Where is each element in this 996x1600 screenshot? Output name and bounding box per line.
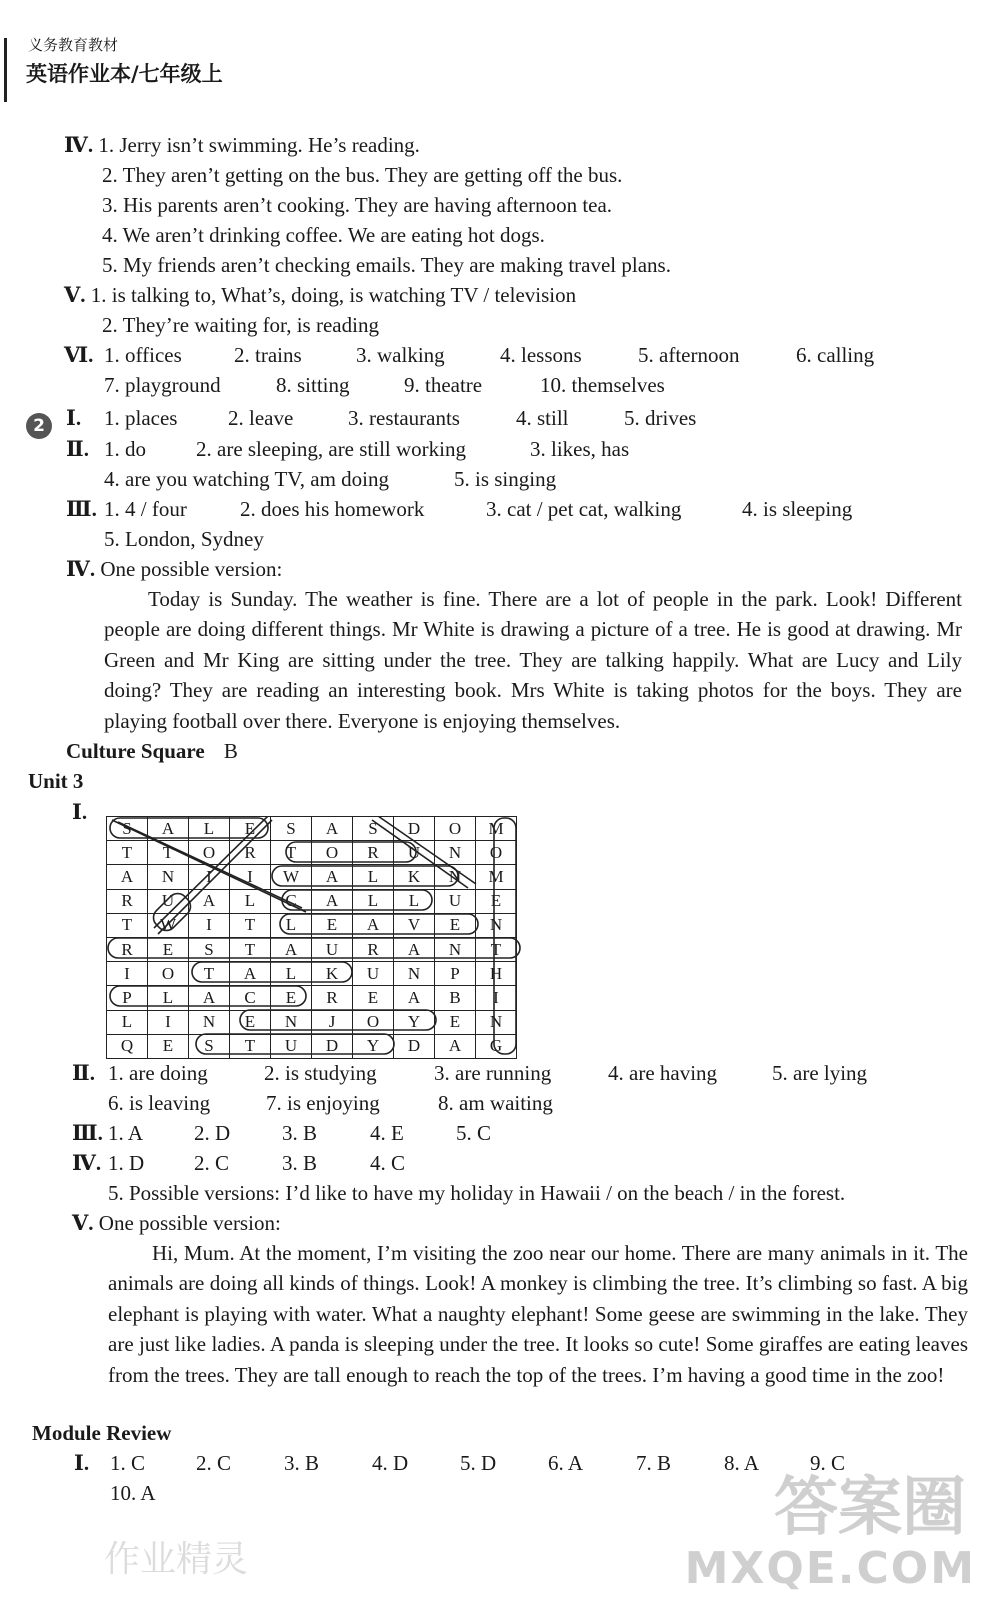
grid-cell: U: [353, 962, 394, 986]
answer-item: 5. drives: [624, 406, 697, 430]
answer-text: 1. is talking to, What’s, doing, is watching TV / television: [90, 283, 577, 307]
answer-item: 3. restaurants: [348, 406, 460, 430]
section-label: Ⅳ.: [66, 557, 96, 581]
grid-cell: E: [312, 913, 353, 937]
grid-cell: L: [189, 817, 230, 841]
grid-cell: N: [476, 1010, 517, 1034]
section-label: Ⅱ.: [72, 1061, 95, 1085]
answer-item: 3. B: [282, 1121, 318, 1145]
grid-cell: R: [353, 841, 394, 865]
grid-cell: L: [271, 913, 312, 937]
grid-cell: E: [353, 986, 394, 1010]
grid-cell: A: [271, 937, 312, 961]
answer-item: 6. is leaving: [108, 1091, 211, 1115]
grid-cell: O: [189, 841, 230, 865]
grid-cell: O: [353, 1010, 394, 1034]
answer-item: 3. cat / pet cat, walking: [486, 497, 682, 521]
word-circle-restaurant: [108, 938, 520, 958]
answer-item: 9. C: [810, 1451, 846, 1475]
grid-cell: O: [476, 841, 517, 865]
grid-cell: O: [148, 962, 189, 986]
watermark-url: MXQE.COM: [684, 1543, 976, 1594]
section-label: Ⅴ.: [72, 1211, 94, 1235]
answer-item: 2. are sleeping, are still working: [196, 437, 467, 461]
answer-item: 1. D: [108, 1151, 145, 1175]
grid-cell: L: [394, 889, 435, 913]
answer-item: 4. are having: [608, 1061, 718, 1085]
answer-line: 5. Possible versions: I’d like to have my holiday in Hawaii / on the beach / in the forest.: [108, 1181, 846, 1205]
answer-item: 8. sitting: [276, 373, 350, 397]
grid-cell: I: [107, 962, 148, 986]
answer-line: [64, 130, 420, 160]
grid-cell: U: [271, 1034, 312, 1058]
unit-title: Unit 3: [28, 769, 84, 793]
grid-cell: M: [476, 817, 517, 841]
grid-cell: H: [476, 962, 517, 986]
grid-cell: L: [148, 986, 189, 1010]
grid-cell: E: [435, 1010, 476, 1034]
grid-cell: T: [107, 841, 148, 865]
model-composition: Today is Sunday. The weather is fine. There are a lot of people in the park. Look! Different people are doing different things. Mr White is drawing a picture of a tree. He is good at drawing. Mr Green and Mr King are sitting under the tree. They are talking happily. What are Lucy and Lily doing? They are reading an interesting book. Mrs White is taking photos for the boys. They are playing football over there. Everyone is enjoying themselves.: [104, 587, 962, 733]
grid-cell: C: [271, 889, 312, 913]
grid-cell: U: [148, 889, 189, 913]
word-circle-talk: [192, 962, 352, 982]
grid-cell: L: [271, 962, 312, 986]
answer-item: 2. C: [194, 1151, 230, 1175]
word-circle-sales: [110, 818, 268, 838]
version-intro: One possible version:: [100, 557, 283, 581]
section-label: Ⅰ.: [74, 1451, 90, 1475]
grid-cell: N: [189, 1010, 230, 1034]
grid-cell: T: [271, 841, 312, 865]
word-circle-run: [286, 842, 416, 862]
section-label: Ⅳ.: [72, 1151, 102, 1175]
grid-cell: E: [435, 913, 476, 937]
grid-cell: I: [476, 986, 517, 1010]
answer-item: 4. is sleeping: [742, 497, 853, 521]
grid-cell: M: [476, 865, 517, 889]
grid-cell: S: [189, 937, 230, 961]
grid-cell: U: [394, 841, 435, 865]
answer-line: [64, 280, 576, 310]
culture-square-line: [66, 736, 238, 766]
grid-cell: A: [189, 986, 230, 1010]
grid-cell: O: [435, 817, 476, 841]
grid-cell: R: [312, 986, 353, 1010]
grid-cell: U: [312, 937, 353, 961]
grid-cell: T: [107, 913, 148, 937]
grid-cell: E: [230, 817, 271, 841]
grid-cell: W: [271, 865, 312, 889]
grid-cell: C: [230, 986, 271, 1010]
culture-square-title: Culture Square: [66, 739, 205, 763]
answer-item: 2. does his homework: [240, 497, 425, 521]
grid-cell: N: [271, 1010, 312, 1034]
grid-cell: L: [353, 889, 394, 913]
answer-text: 1. Jerry isn’t swimming. He’s reading.: [98, 133, 420, 157]
grid-cell: T: [230, 937, 271, 961]
grid-cell: G: [476, 1034, 517, 1058]
grid-cell: S: [189, 1034, 230, 1058]
answer-item: 2. leave: [228, 406, 294, 430]
answer-item: 2. D: [194, 1121, 231, 1145]
answer-item: 9. theatre: [404, 373, 483, 397]
word-circle-place: [110, 986, 306, 1006]
answer-item: 1. places: [104, 406, 178, 430]
section-label: Ⅰ.: [66, 406, 82, 430]
answer-item: 2. C: [196, 1451, 232, 1475]
answer-item: 2. trains: [234, 343, 302, 367]
grid-cell: A: [394, 937, 435, 961]
grid-cell: E: [148, 937, 189, 961]
grid-cell: L: [230, 889, 271, 913]
answer-line: 2. They aren’t getting on the bus. They are getting off the bus.: [102, 163, 623, 187]
grid-cell: T: [189, 962, 230, 986]
answer-item: 2. is studying: [264, 1061, 377, 1085]
grid-cell: A: [435, 1034, 476, 1058]
grid-cell: D: [394, 817, 435, 841]
grid-cell: O: [312, 841, 353, 865]
answer-item: 1. A: [108, 1121, 144, 1145]
grid-cell: I: [189, 913, 230, 937]
grid-cell: P: [107, 986, 148, 1010]
diagonal-twin: [158, 820, 272, 934]
section-label: Ⅵ.: [64, 343, 94, 367]
grid-cell: A: [107, 865, 148, 889]
answer-item: 6. calling: [796, 343, 875, 367]
section-label: Ⅲ.: [66, 497, 97, 521]
answer-item: 3. B: [284, 1451, 320, 1475]
grid-cell: A: [312, 817, 353, 841]
grid-cell: U: [435, 889, 476, 913]
grid-cell: J: [312, 1010, 353, 1034]
answer-item: 3. B: [282, 1151, 318, 1175]
section-label: Ⅳ.: [64, 133, 94, 157]
watermark-left: 作业精灵: [104, 1539, 249, 1580]
answer-item: 5. is singing: [454, 467, 557, 491]
grid-cell: R: [230, 841, 271, 865]
module-review-title: Module Review: [32, 1421, 172, 1445]
grid-cell: E: [271, 986, 312, 1010]
answer-item: 10. themselves: [540, 373, 665, 397]
grid-cell: A: [230, 962, 271, 986]
grid-cell: A: [394, 986, 435, 1010]
grid-cell: T: [230, 913, 271, 937]
answer-item: 7. is enjoying: [266, 1091, 380, 1115]
answer-item: 5. London, Sydney: [104, 527, 264, 551]
grid-cell: Y: [353, 1034, 394, 1058]
grid-cell: K: [394, 865, 435, 889]
answer-item: 1. 4 / four: [104, 497, 187, 521]
answer-item: 4. lessons: [500, 343, 582, 367]
word-circle-enjoy: [240, 1010, 436, 1030]
model-composition: Hi, Mum. At the moment, I’m visiting the zoo near our home. There are many animals in it. The animals are doing all kinds of things. Look! A monkey is climbing the tree. It’s climbing so fast. A big elephant is playing with water. What a naughty elephant! Some geese are swimming in the lake. They are just like ladies. A panda is sleeping under the tree. It looks so cute! Some giraffes are eating leaves from the trees. They are tall enough to reach the top of the trees. I’m having a good time in the zoo!: [108, 1241, 968, 1387]
answer-item: 4. are you watching TV, am doing: [104, 467, 390, 491]
grid-cell: S: [107, 817, 148, 841]
answer-item: 1. C: [110, 1451, 146, 1475]
grid-cell: N: [435, 937, 476, 961]
grid-cell: Y: [394, 1010, 435, 1034]
answer-item: 4. D: [372, 1451, 409, 1475]
answer-line: 5. My friends aren’t checking emails. They are making travel plans.: [102, 253, 671, 277]
answer-item: 3. walking: [356, 343, 445, 367]
grid-cell: W: [148, 913, 189, 937]
header-title: 英语作业本/七年级上: [26, 62, 223, 86]
section-label: Ⅰ.: [72, 800, 88, 824]
answer-item: 10. A: [110, 1481, 156, 1505]
watermark-logo: 答案圈: [774, 1471, 966, 1545]
grid-cell: N: [394, 962, 435, 986]
grid-cell: L: [107, 1010, 148, 1034]
answer-item: 5. afternoon: [638, 343, 740, 367]
grid-cell: E: [230, 1010, 271, 1034]
header-series: 义务教育教材: [28, 36, 119, 54]
answer-item: 1. do: [104, 437, 146, 461]
grid-cell: K: [312, 962, 353, 986]
part-number-badge: 2: [26, 413, 52, 439]
grid-cell: E: [148, 1034, 189, 1058]
grid-cell: V: [394, 913, 435, 937]
culture-square-answer: B: [223, 739, 238, 763]
grid-cell: R: [353, 937, 394, 961]
answer-line: [66, 554, 282, 584]
grid-cell: N: [435, 841, 476, 865]
answer-line: 2. They’re waiting for, is reading: [102, 313, 379, 337]
answer-item: 5. are lying: [772, 1061, 868, 1085]
grid-cell: N: [435, 865, 476, 889]
section-label: Ⅱ.: [66, 437, 89, 461]
grid-cell: T: [148, 841, 189, 865]
grid-cell: I: [148, 1010, 189, 1034]
grid-cell: S: [271, 817, 312, 841]
answer-item: 4. C: [370, 1151, 406, 1175]
grid-cell: D: [394, 1034, 435, 1058]
grid-cell: A: [189, 889, 230, 913]
word-circle-walk: [272, 866, 458, 886]
answer-item: 3. likes, has: [530, 437, 630, 461]
header-edge-mark: [4, 38, 17, 102]
answer-item: 5. D: [460, 1451, 497, 1475]
diagonal-sound: [372, 820, 468, 888]
word-search-markings: [106, 816, 526, 1056]
grid-cell: N: [476, 913, 517, 937]
grid-cell: A: [312, 889, 353, 913]
grid-cell: D: [312, 1034, 353, 1058]
word-circle-morning: [494, 818, 516, 1054]
section-label: Ⅲ.: [72, 1121, 103, 1145]
grid-cell: E: [476, 889, 517, 913]
section-label: Ⅴ.: [64, 283, 86, 307]
answer-item: 4. still: [516, 406, 569, 430]
grid-cell: L: [353, 865, 394, 889]
answer-line: [72, 1208, 281, 1238]
answer-item: 3. are running: [434, 1061, 552, 1085]
grid-cell: N: [148, 865, 189, 889]
answer-item: 4. E: [370, 1121, 404, 1145]
grid-cell: A: [353, 913, 394, 937]
grid-cell: B: [435, 986, 476, 1010]
answer-item: 7. B: [636, 1451, 672, 1475]
answer-item: 8. am waiting: [438, 1091, 553, 1115]
word-circle-call: [282, 890, 432, 910]
grid-cell: Q: [107, 1034, 148, 1058]
answer-item: 1. offices: [104, 343, 182, 367]
answer-item: 1. are doing: [108, 1061, 208, 1085]
word-circle-leave: [280, 914, 478, 934]
word-circle-study: [196, 1034, 394, 1054]
version-intro: One possible version:: [98, 1211, 281, 1235]
diagonal-start: [112, 820, 306, 912]
grid-cell: I: [230, 865, 271, 889]
answer-item: 5. C: [456, 1121, 492, 1145]
answer-line: 4. We aren’t drinking coffee. We are eating hot dogs.: [102, 223, 545, 247]
grid-cell: S: [353, 817, 394, 841]
grid-cell: R: [107, 889, 148, 913]
answer-item: 6. A: [548, 1451, 584, 1475]
answer-item: 8. A: [724, 1451, 760, 1475]
grid-cell: A: [312, 865, 353, 889]
answer-line: 3. His parents aren’t cooking. They are having afternoon tea.: [102, 193, 613, 217]
grid-cell: T: [476, 937, 517, 961]
grid-cell: I: [189, 865, 230, 889]
grid-cell: P: [435, 962, 476, 986]
grid-cell: T: [230, 1034, 271, 1058]
grid-cell: A: [148, 817, 189, 841]
grid-cell: R: [107, 937, 148, 961]
answer-item: 7. playground: [104, 373, 221, 397]
